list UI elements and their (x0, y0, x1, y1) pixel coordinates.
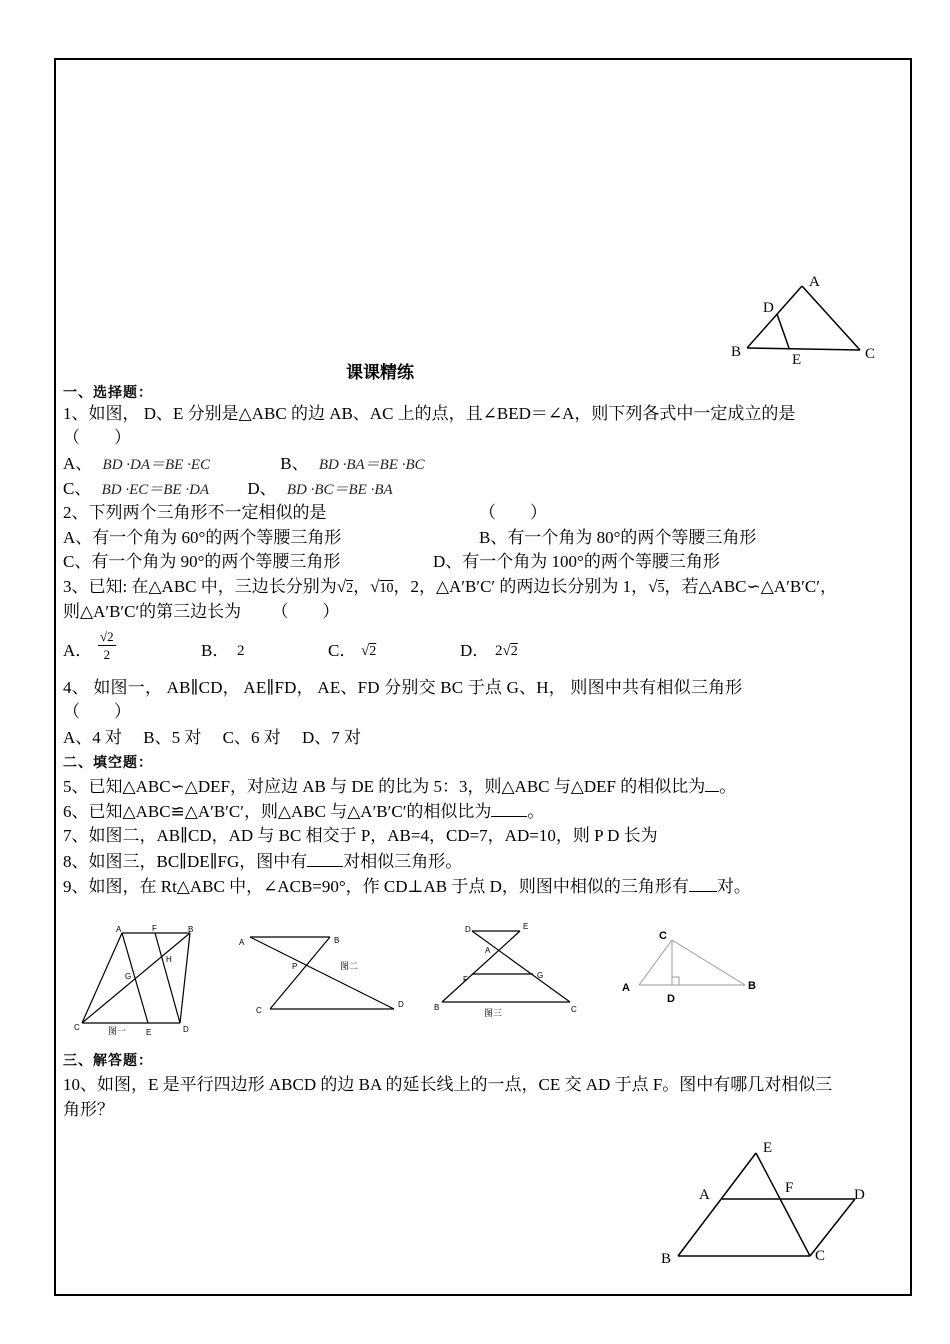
q1-paren: （ ） (63, 428, 131, 447)
q3-b-val: 2 (237, 643, 245, 659)
q1-option-cd (63, 478, 393, 501)
q2-stem-text: 2、下列两个三角形不一定相似的是 (63, 503, 327, 522)
q1-d-label: D、 (247, 479, 277, 498)
figure-2 (232, 925, 417, 1025)
q6 (63, 800, 544, 823)
fig2-label-c: C (256, 1006, 262, 1015)
q1-b-expr: BD ·BA＝BE ·BC (318, 457, 425, 473)
fig3-label-b: B (434, 1003, 440, 1012)
q3-c-val: 2 (369, 644, 377, 659)
q3-a-frac (98, 628, 116, 663)
fig3-label-g: G (537, 971, 544, 980)
label-d: D (763, 300, 774, 316)
q3-d-expr: 2√2 (495, 643, 518, 659)
q3-mid: ，2，△A′B′C′ 的两边长分别为 1， (393, 577, 649, 596)
fig10-label-f: F (785, 1180, 794, 1196)
fig4-label-c: C (659, 930, 667, 942)
q2-d: D、有一个角为 100°的两个等腰三角形 (433, 552, 720, 571)
q3-a-num: √2 (100, 629, 114, 644)
fig10-label-e: E (763, 1140, 773, 1156)
q3-stem (63, 576, 837, 600)
q3-c-sqrt: √2 (361, 643, 377, 659)
q9-pre: 9、如图，在 Rt△ABC 中，∠ACB=90°，作 CD⊥AB 于点 D，则图中相似的三角形有 (63, 877, 689, 896)
fig2-label-a: A (239, 938, 245, 947)
q3-post: ，若△ABC∽△A′B′C′， (664, 577, 837, 596)
q2-stem (63, 502, 547, 524)
q3-sqrt5: √5 (648, 577, 665, 596)
fig1-caption: 图一 (108, 1026, 127, 1036)
q2-c: C、有一个角为 90°的两个等腰三角形 (63, 552, 341, 571)
q1-a-expr: BD ·DA＝BE ·EC (102, 457, 211, 473)
fig4-label-d: D (667, 993, 675, 1005)
figure-10 (655, 1135, 875, 1265)
section-answer: 三、解答题： (63, 1054, 153, 1069)
q3-line2-text: 则△A′B′C′的第三边长为 (63, 602, 242, 621)
fig3-caption: 图三 (484, 1008, 503, 1018)
fig1-label-a: A (116, 925, 122, 934)
fig1-label-c: C (74, 1023, 80, 1032)
figure-3 (430, 918, 585, 1023)
q8 (63, 850, 462, 873)
label-c: C (865, 346, 876, 362)
figure-4 (615, 925, 765, 1005)
fig3-label-d: D (465, 925, 471, 934)
fig3-label-e: E (523, 922, 529, 931)
q3-pre: 3、已知: 在△ABC 中，三边长分别为 (63, 577, 337, 596)
q2-option-ab (63, 527, 757, 549)
figure-1 (70, 920, 210, 1040)
q8-blank[interactable] (307, 850, 343, 867)
q8-post: 对相似三角形。 (343, 852, 463, 871)
fig2-caption: 图二 (340, 961, 359, 971)
fig2-label-b: B (334, 936, 340, 945)
q4-paren: （ ） (63, 702, 131, 721)
q1-c-label: C、 (63, 479, 92, 498)
q9-post: 对。 (716, 877, 751, 896)
q2-a: A、有一个角为 60°的两个等腰三角形 (63, 528, 342, 547)
q9 (63, 875, 751, 898)
figure-triangle-abc (725, 270, 885, 370)
q2-paren: （ ） (479, 503, 547, 522)
fig1-label-g: G (125, 972, 132, 981)
q1-b-label: B、 (280, 454, 309, 473)
q2-b: B、有一个角为 80°的两个等腰三角形 (479, 528, 757, 547)
q8-pre: 8、如图三，BC∥DE∥FG，图中有 (63, 852, 308, 871)
fig10-label-a: A (699, 1187, 710, 1203)
fig3-label-a: A (485, 946, 491, 955)
q3-r5: 5 (657, 581, 665, 596)
q1-c-expr: BD ·EC＝BE ·DA (101, 482, 210, 498)
q3-d-val: 2 (510, 644, 518, 659)
page-title: 课课精练 (346, 363, 414, 382)
q1-a-label: A、 (63, 454, 93, 473)
q3-sep1: ， (353, 577, 371, 596)
q4-options: A、4 对 B、5 对 C、6 对 D、7 对 (63, 728, 361, 747)
q3-a-label: A． (63, 641, 93, 660)
q3-r10: 10 (379, 581, 394, 596)
q3-line2 (63, 601, 339, 623)
q6-blank[interactable] (491, 800, 527, 817)
q3-d-coef: 2 (495, 643, 503, 659)
q1-option-ab (63, 453, 425, 476)
fig10-label-b: B (661, 1251, 672, 1265)
fig1-label-d: D (183, 1025, 189, 1034)
q5 (63, 775, 736, 798)
fig1-label-b: B (188, 925, 194, 934)
q2-option-cd (63, 551, 720, 573)
q5-pre: 5、已知△ABC∽△DEF，对应边 AB 与 DE 的比为 5：3，则△ABC 与△DEF 的相似比为 (63, 777, 706, 796)
fig10-label-d: D (854, 1187, 865, 1203)
q1-d-expr: BD ·BC＝BE ·BA (286, 482, 393, 498)
q3-sqrt2: √2 (336, 577, 354, 596)
fig1-label-h: H (166, 955, 172, 964)
q5-blank[interactable] (705, 775, 719, 792)
label-a: A (809, 274, 820, 290)
q3-paren: （ ） (271, 602, 340, 621)
q3-d-label: D． (460, 641, 490, 660)
q9-blank[interactable] (689, 875, 717, 892)
section-fill: 二、填空题： (63, 756, 153, 771)
fig4-label-b: B (748, 980, 756, 992)
label-b: B (731, 344, 742, 360)
q1-stem: 1、如图， D、E 分别是△ABC 的边 AB、AC 上的点，且∠BED＝∠A，则下列各式中一定成立的是 (63, 404, 796, 423)
fig2-label-d: D (398, 1000, 404, 1009)
fig10-label-c: C (815, 1248, 826, 1264)
q10-line2: 角形？ (63, 1100, 114, 1119)
q6-pre: 6、已知△ABC≌△A′B′C′，则△ABC 与△A′B′C′的相似比为 (63, 802, 492, 821)
q3-sqrt10: √10 (370, 577, 394, 596)
fig2-label-p: P (292, 962, 298, 971)
section-choice: 一、选择题： (63, 386, 153, 401)
q10-line1: 10、如图，E 是平行四边形 ABCD 的边 BA 的延长线上的一点，CE 交 AD 于点 F。图中有哪几对相似三 (63, 1075, 833, 1094)
label-e: E (792, 352, 802, 368)
q5-post: 。 (719, 777, 737, 796)
fig3-label-c: C (571, 1005, 577, 1014)
q3-r2: 2 (346, 581, 354, 596)
fig3-label-f: F (463, 975, 468, 984)
q4-stem: 4、 如图一， AB∥CD， AE∥FD， AE、FD 分别交 BC 于点 G、H， 则图中共有相似三角形 (63, 678, 743, 697)
q3-b-label: B． (201, 641, 230, 660)
fig4-label-a: A (622, 982, 630, 994)
q3-a-den: 2 (103, 647, 111, 662)
q6-post: 。 (527, 802, 545, 821)
fig1-label-e: E (146, 1028, 152, 1037)
q7: 7、如图二，AB∥CD，AD 与 BC 相交于 P，AB=4，CD=7，AD=10，则 P D 长为 (63, 826, 658, 845)
fig1-label-f: F (152, 924, 157, 933)
q3-c-label: C． (328, 641, 357, 660)
